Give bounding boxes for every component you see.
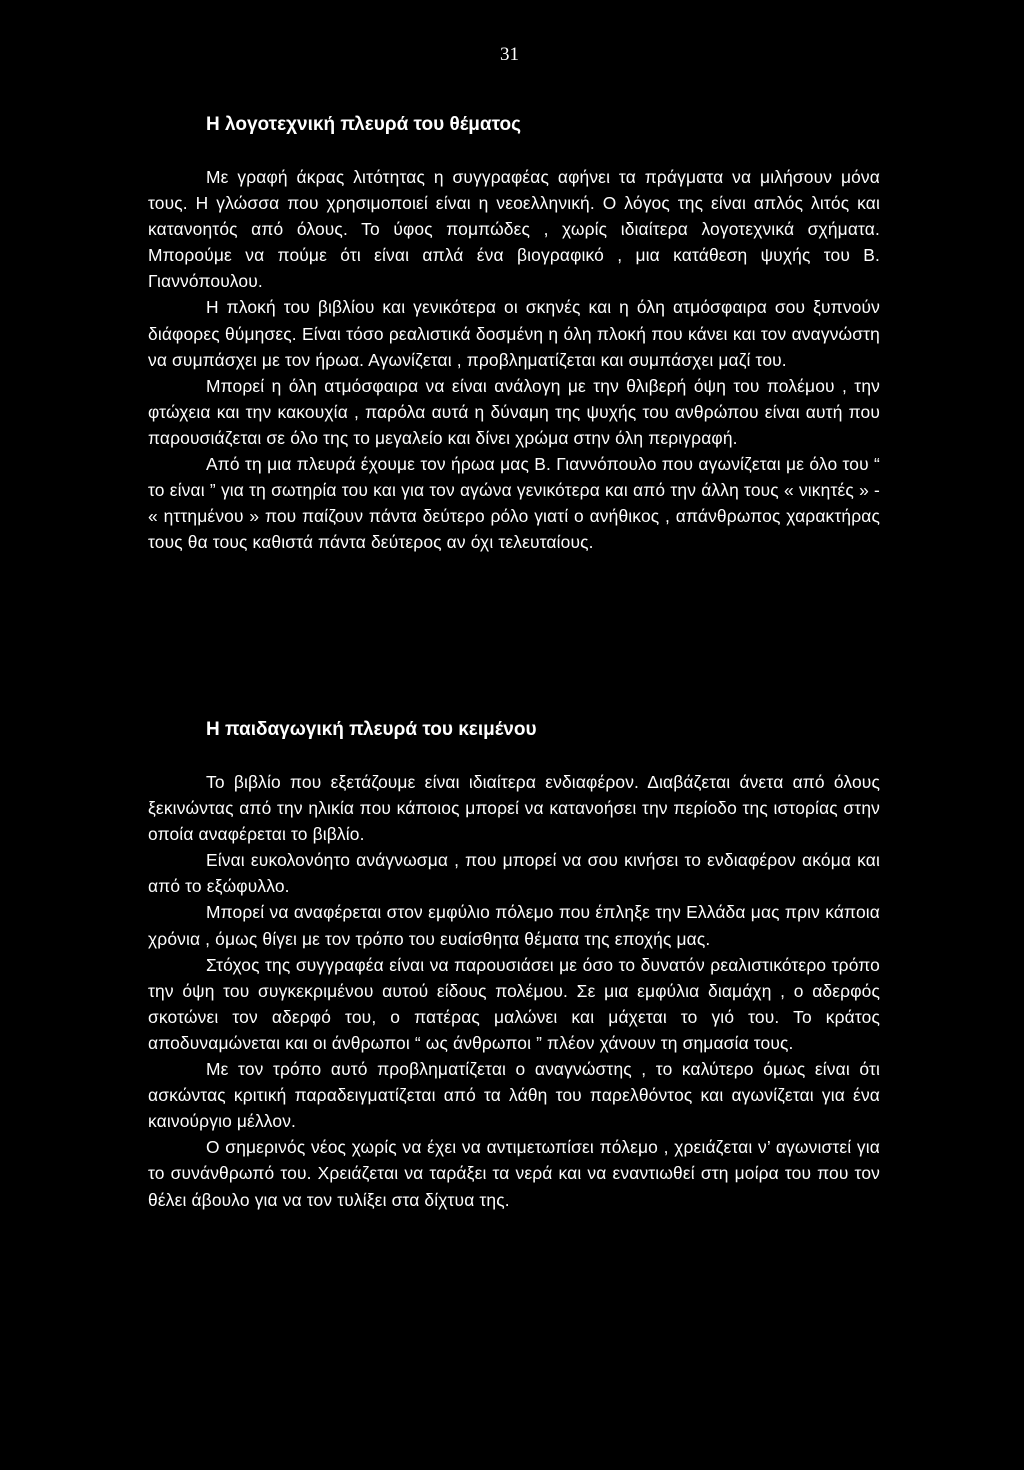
paragraph: Με γραφή άκρας λιτότητας η συγγραφέας αφήνει τα πράγματα να μιλήσουν μόνα τους. Η γλώσσα που χρησιμοποιεί είναι η νεοελληνική. Ο λόγος της είναι απλός λιτός και κατανοητός από όλους. Το ύφος πομπώδες , χωρίς ιδιαίτερα λογοτεχνικά σχήματα. Μπορούμε να πούμε ότι είναι απλά ένα βιογραφικό , μια κατάθεση ψυχής του Β. Γιαννόπουλου.: [148, 167, 880, 292]
section-body: [148, 769, 880, 1213]
section-heading: Η παιδαγωγική πλευρά του κειμένου: [206, 719, 537, 740]
paragraph: Από τη μια πλευρά έχουμε τον ήρωα μας Β. Γιαννόπουλο που αγωνίζεται με όλο του “ το είναι ” για τη σωτηρία του και για τον αγώνα γενικότερα και από την άλλη τους « νικητές » - « ηττημένου » που παίζουν πάντα δεύτερο ρόλο γιατί ο ανήθικος , απάνθρωπος χαρακτήρας τους θα τους καθιστά πάντα δεύτερος αν όχι τελευταίους.: [148, 454, 880, 553]
paragraph: Με τον τρόπο αυτό προβληματίζεται ο αναγνώστης , το καλύτερο όμως είναι ότι ασκώντας κριτική παραδειγματίζεται από τα λάθη του παρελθόντος και αγωνίζεται για ένα καινούργιο μέλλον.: [148, 1059, 880, 1132]
section-pedagogical-aspect: [148, 716, 880, 1213]
paragraph: Ο σημερινός νέος χωρίς να έχει να αντιμετωπίσει πόλεμο , χρειάζεται ν’ αγωνιστεί για το συνάνθρωπό του. Χρειάζεται να ταράξει τα νερά και να εναντιωθεί στη μοίρα του που τον θέλει άβουλο για να τον τυλίξει στα δίχτυα της.: [148, 1137, 880, 1210]
page-number: 31: [500, 44, 519, 65]
paragraph: Στόχος της συγγραφέα είναι να παρουσιάσει με όσο το δυνατόν ρεαλιστικότερο τρόπο την όψη του συγκεκριμένου αυτού είδους πολέμου. Σε μια εμφύλια διαμάχη , ο αδερφός σκοτώνει τον αδερφό του, ο πατέρας μαλώνει και μάχεται το γιό του. Το κράτος αποδυναμώνεται και οι άνθρωποι “ ως άνθρωποι ” πλέον χάνουν τη σημασία τους.: [148, 954, 880, 1053]
paragraph: Είναι ευκολονόητο ανάγνωσμα , που μπορεί να σου κινήσει το ενδιαφέρον ακόμα και από το εξώφυλλο.: [148, 850, 880, 897]
paragraph: Η πλοκή του βιβλίου και γενικότερα οι σκηνές και η όλη ατμόσφαιρα σου ξυπνούν διάφορες θύμησες. Είναι τόσο ρεαλιστικά δοσμένη η όλη πλοκή που κάνει και τον αναγνώστη να συμπάσχει με τον ήρωα. Αγωνίζεται , προβληματίζεται και συμπάσχει μαζί του.: [148, 297, 880, 370]
section-body: [148, 164, 880, 555]
section-heading: Η λογοτεχνική πλευρά του θέματος: [206, 114, 522, 135]
section-literary-aspect: [148, 111, 880, 555]
paragraph: Το βιβλίο που εξετάζουμε είναι ιδιαίτερα ενδιαφέρον. Διαβάζεται άνετα από όλους ξεκινώντας από την ηλικία που κάποιος μπορεί να κατανοήσει την περίοδο της ιστορίας στην οποία αναφέρεται το βιβλίο.: [148, 772, 880, 845]
paragraph: Μπορεί η όλη ατμόσφαιρα να είναι ανάλογη με την θλιβερή όψη του πολέμου , την φτώχεια και την κακουχία , παρόλα αυτά η δύναμη της ψυχής του ανθρώπου είναι αυτή που παρουσιάζεται σε όλο της το μεγαλείο και δίνει χρώμα στην όλη περιγραφή.: [148, 375, 880, 448]
paragraph: Μπορεί να αναφέρεται στον εμφύλιο πόλεμο που έπληξε την Ελλάδα μας πριν κάποια χρόνια , όμως θίγει με τον τρόπο του ευαίσθητα θέματα της εποχής μας.: [148, 902, 880, 949]
